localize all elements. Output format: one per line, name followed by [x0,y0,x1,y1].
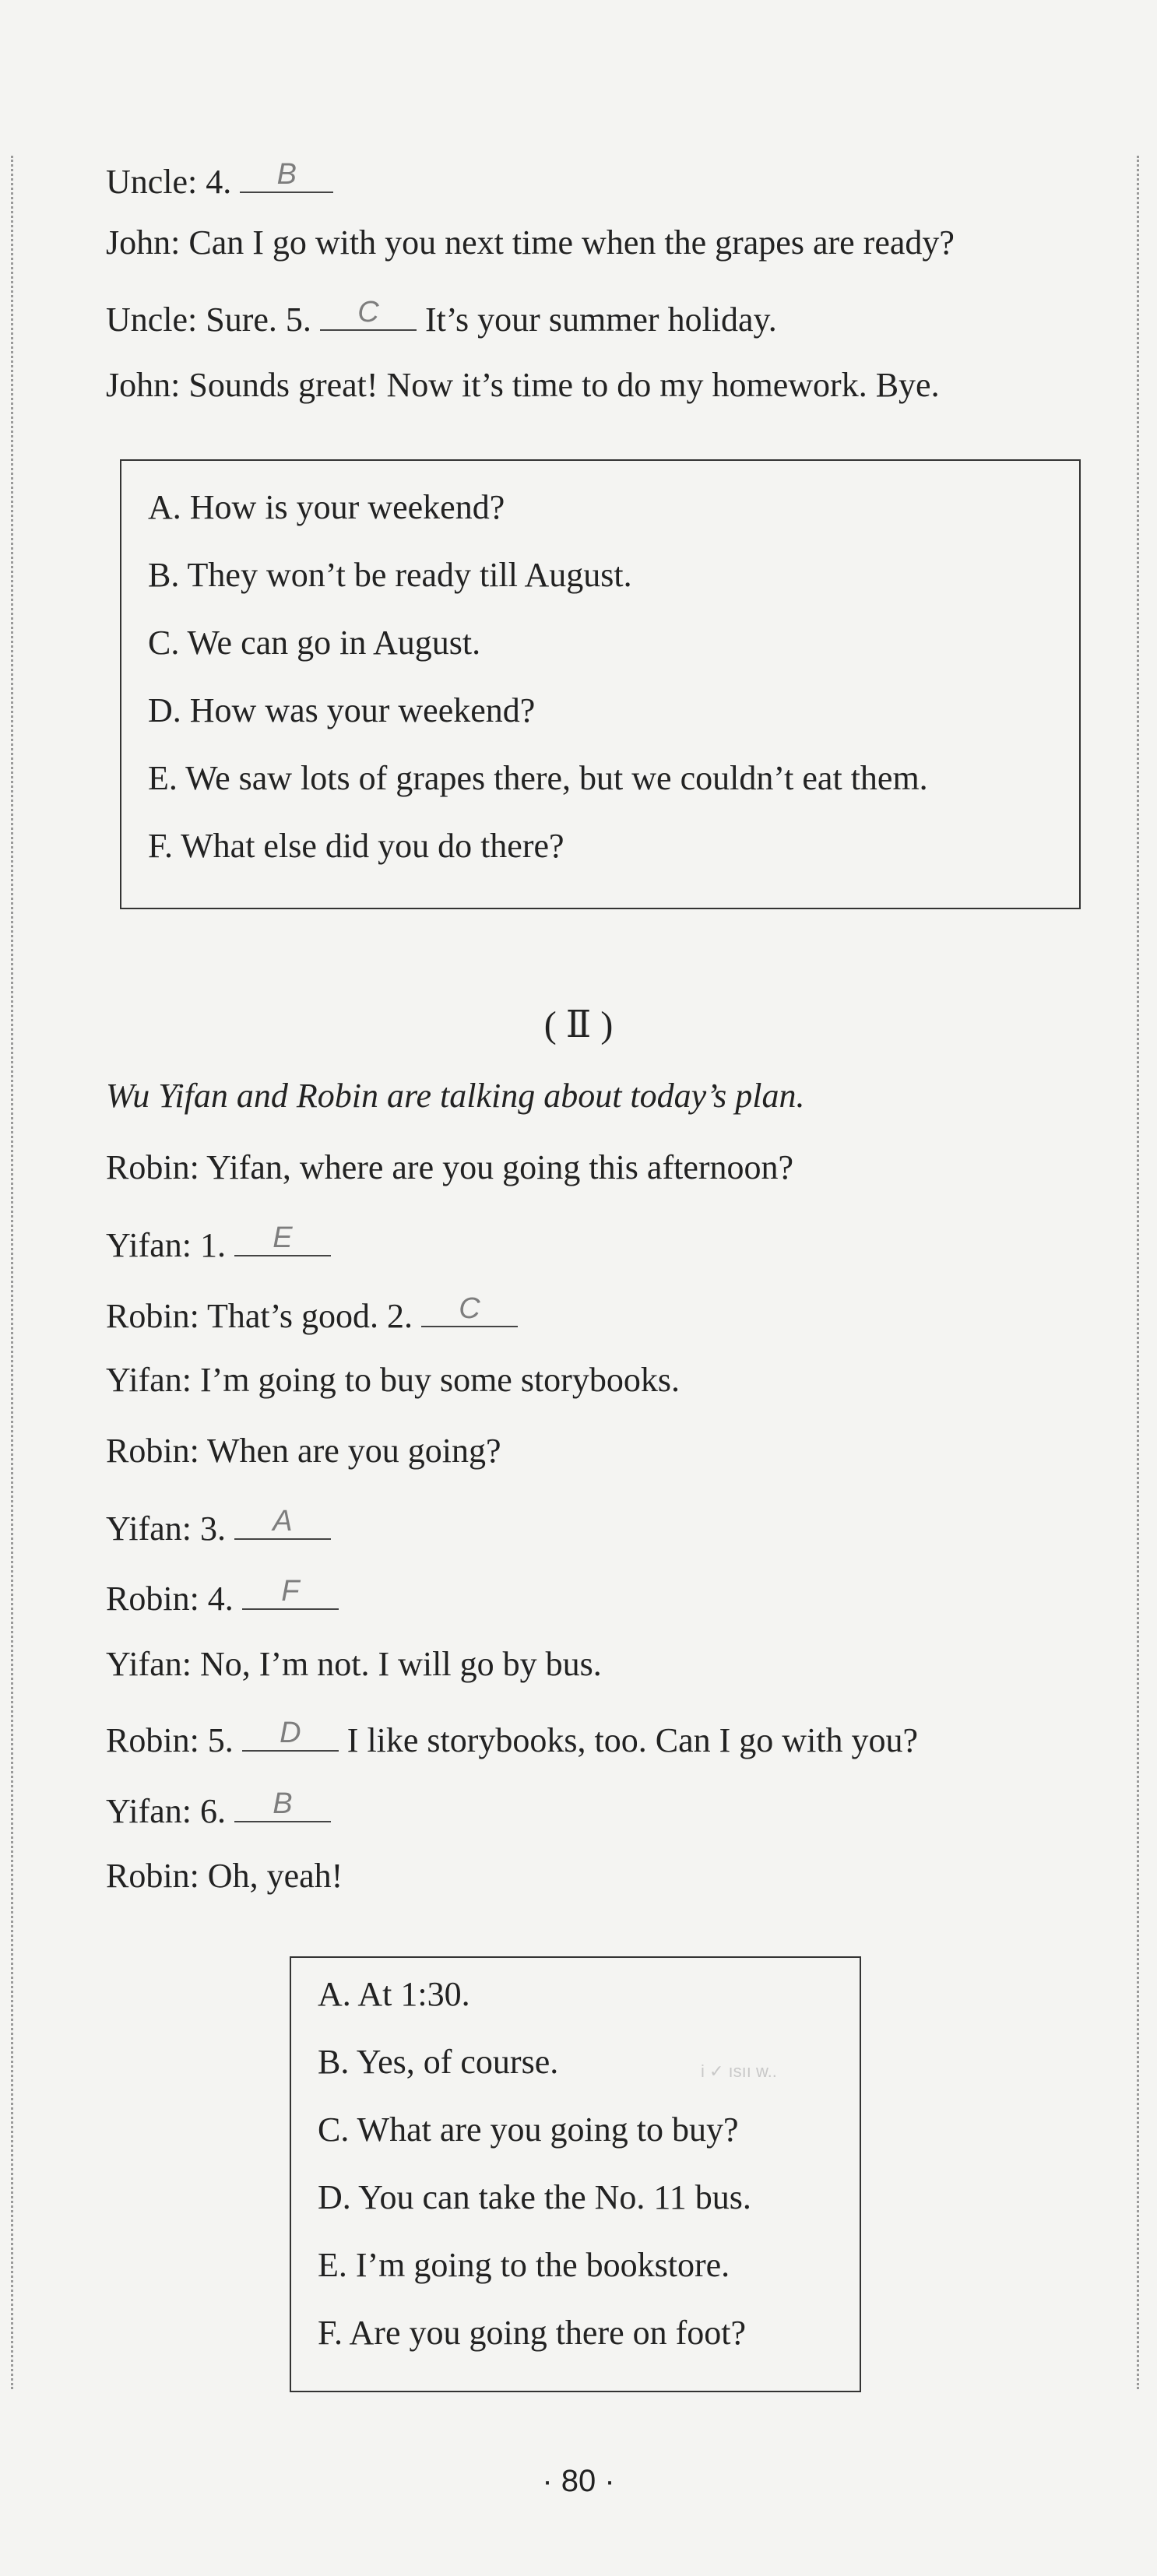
option-c: C. What are you going to buy? [318,2110,739,2149]
page-number: · 80 · [542,2464,615,2498]
dialogue-line-q5: Robin: 5. D I like storybooks, too. Can I go with you? [106,1711,918,1764]
dialogue-line: Robin: Oh, yeah! [106,1857,343,1895]
options-box-part1 [120,459,1081,909]
option-b: B. Yes, of course. [318,2043,559,2081]
answer-blank[interactable]: F [242,1569,339,1610]
option-c: C. We can go in August. [148,624,481,662]
dialogue-line-q3: Yifan: 3. A [106,1499,331,1552]
dialogue-line-john-2: John: Sounds great! Now it’s time to do my homework. Bye. [106,366,940,404]
faint-pencil-mark: i ✓ ısıı w.. [701,2061,777,2081]
option-a: A. At 1:30. [318,1975,470,2013]
left-binding-line [11,156,13,2389]
dialogue-line-q1: Yifan: 1. E [106,1216,331,1269]
dialogue-line-uncle-4: Uncle: 4. B [106,153,333,206]
answer-blank[interactable]: C [421,1287,518,1327]
dialogue-line-q6: Yifan: 6. B [106,1782,331,1835]
dialogue-line-uncle-5: Uncle: Sure. 5. C It’s your summer holiday. [106,290,777,343]
option-d: D. How was your weekend? [148,691,536,729]
answer-blank[interactable]: A [234,1499,331,1540]
answer-blank[interactable]: B [240,153,333,193]
answer-blank[interactable]: E [234,1216,331,1256]
dialogue-line: Robin: Yifan, where are you going this afternoon? [106,1148,794,1186]
answer-blank[interactable]: B [234,1782,331,1822]
dialogue-line-q4: Robin: 4. F [106,1569,339,1622]
option-e: E. We saw lots of grapes there, but we couldn’t eat them. [148,759,928,797]
option-b: B. They won’t be ready till August. [148,556,632,594]
option-e: E. I’m going to the bookstore. [318,2246,730,2284]
right-binding-line [1137,156,1139,2389]
dialogue-line-john: John: Can I go with you next time when the grapes are ready? [106,223,955,262]
option-a: A. How is your weekend? [148,488,505,526]
answer-blank[interactable]: D [242,1711,339,1752]
option-d: D. You can take the No. 11 bus. [318,2178,751,2216]
dialogue-line: Yifan: I’m going to buy some storybooks. [106,1361,680,1399]
dialogue-line-q2: Robin: That’s good. 2. C [106,1287,518,1340]
option-f: F. What else did you do there? [148,827,564,865]
section-intro: Wu Yifan and Robin are talking about today’s plan. [106,1077,805,1115]
dialogue-line: Robin: When are you going? [106,1432,501,1470]
option-f: F. Are you going there on foot? [318,2314,747,2352]
options-box-part2 [290,1956,861,2392]
section-title: ( Ⅱ ) [543,1004,614,1046]
dialogue-line: Yifan: No, I’m not. I will go by bus. [106,1645,602,1683]
answer-blank[interactable]: C [320,290,417,331]
